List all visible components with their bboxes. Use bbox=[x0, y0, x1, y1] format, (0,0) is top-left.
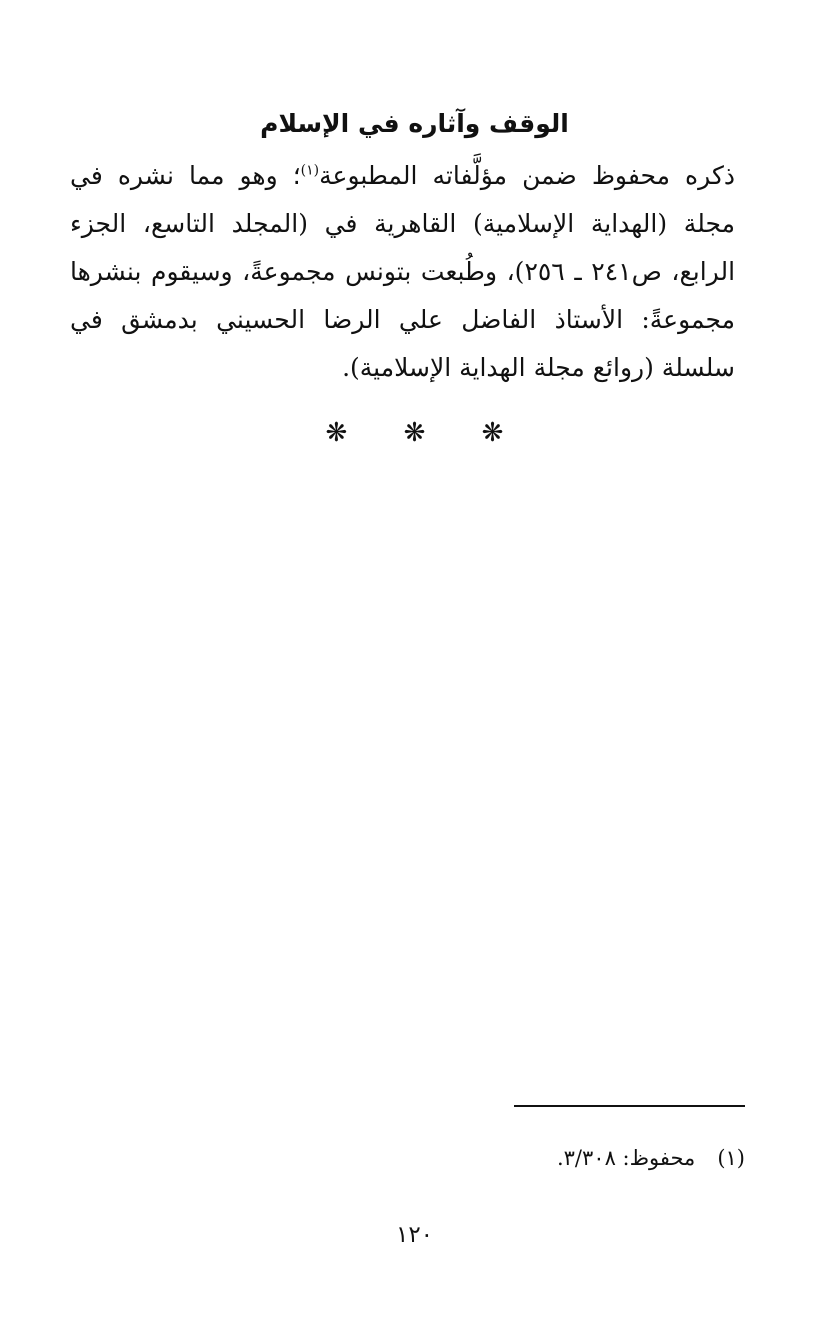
footnote-marker: (١) bbox=[717, 1146, 745, 1170]
footnote-reference: (١) bbox=[300, 162, 320, 179]
footnote-divider bbox=[514, 1105, 745, 1107]
page-number: ١٢٠ bbox=[395, 1222, 434, 1248]
section-separator: ❋ ❋ ❋ bbox=[325, 418, 528, 448]
running-header: الوقف وآثاره في الإسلام bbox=[260, 109, 569, 138]
paragraph-text-rest: ؛ وهو مما نشره في مجلة (الهداية الإسلامية) القاهرية في (المجلد التاسع، الجزء الرابع، ص٢٤١ ـ ٢٥٦)، وطُبعت بتونس مجموعةً، وسيقوم بنشرها مجموعةً: الأستاذ الفاضل علي الرضا الحسيني بدمشق في سلسلة (روائع مجلة الهداية الإسلامية). bbox=[70, 161, 736, 382]
footnote bbox=[420, 1140, 745, 1176]
body-paragraph bbox=[70, 152, 735, 392]
footnote-text: محفوظ: ٣/٣٠٨. bbox=[556, 1146, 696, 1170]
paragraph-text-start: ذكره محفوظ ضمن مؤلَّفاته المطبوعة bbox=[319, 161, 735, 190]
